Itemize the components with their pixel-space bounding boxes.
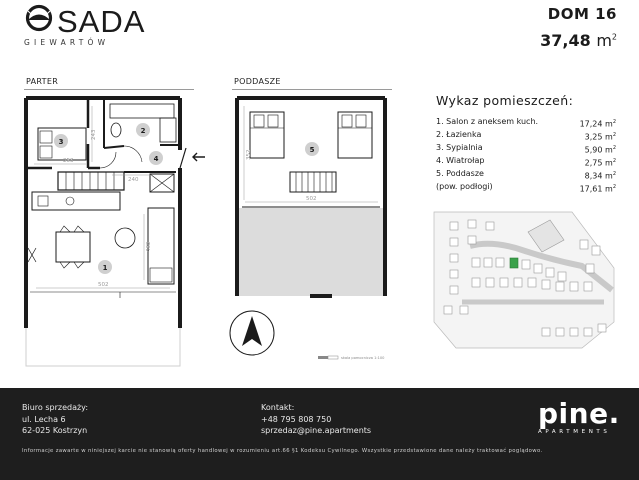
scale-bar	[318, 356, 385, 360]
dim-bedroom-width: 253	[63, 158, 74, 164]
room-number-3: 3	[58, 138, 64, 146]
pine-logo	[538, 397, 620, 435]
dim-hall-width: 240	[128, 177, 139, 183]
site-plan-map	[432, 210, 616, 350]
room-list-title: Wykaz pomieszczeń:	[436, 93, 574, 108]
disclaimer: Informacje zawarte w niniejszej karcie nie stanowią oferty handlowej w rozumieniu art.66 §1 Kodeksu Cywilnego. Wszystkie przedstawione dane należy traktować poglądowo.	[22, 448, 543, 454]
dim-attic-depth: 352	[246, 149, 252, 160]
room-value: 17,24 $m^2$	[579, 119, 616, 129]
pine-wordmark: pine.	[538, 397, 620, 430]
dim-bedroom-depth: 243	[91, 129, 97, 140]
contact-phone[interactable]: +48 795 808 750	[261, 414, 332, 424]
room-row	[436, 117, 616, 130]
sales-title: Biuro sprzedaży:	[22, 403, 89, 412]
sales-street: ul. Lecha 6	[22, 414, 66, 424]
logo-subtitle: GIEWARTÓW	[24, 38, 110, 47]
contact-email[interactable]: sprzedaz@pine.apartments	[261, 426, 372, 435]
room-value: 5,90 $m^2$	[584, 145, 616, 155]
room-label: 2. Łazienka	[436, 130, 482, 140]
sales-city: 62-025 Kostrzyn	[22, 426, 88, 435]
house-label: DOM 16	[547, 5, 617, 23]
room-row	[436, 130, 616, 143]
room-value: 2,75 $m^2$	[584, 158, 616, 168]
dim-attic-width: 502	[306, 196, 317, 202]
room-label: 5. Poddasze	[436, 169, 484, 179]
room-row	[436, 169, 616, 182]
room-row	[436, 156, 616, 169]
house-area-value: 37,48	[540, 31, 591, 50]
pine-subtitle: APARTMENTS	[538, 429, 611, 435]
room-number-5: 5	[309, 146, 315, 154]
room-value: 17,61 $m^2$	[579, 184, 616, 194]
footer	[0, 388, 639, 480]
ground-floor-plan	[26, 98, 205, 366]
room-label: 4. Wiatrołap	[436, 156, 485, 166]
room-list	[436, 93, 616, 195]
highlighted-unit-marker	[510, 258, 518, 268]
room-value: 3,25 $m^2$	[584, 132, 616, 142]
contact-title: Kontakt:	[261, 403, 295, 412]
contact-block	[261, 402, 371, 437]
dim-kitchen-len: 432	[146, 241, 152, 252]
room-number-1: 1	[102, 264, 108, 272]
attic-label: PODDASZE	[234, 77, 281, 86]
sales-office	[22, 402, 88, 437]
room-number-2: 2	[140, 127, 146, 135]
room-row	[436, 182, 616, 195]
room-number-4: 4	[153, 155, 159, 163]
house-area-unit: m	[596, 31, 612, 50]
scale-note: skala pomocnicza 1:100	[341, 356, 385, 360]
ground-floor-label: PARTER	[26, 77, 59, 86]
house-area-sup: 2	[611, 32, 617, 42]
dim-living-width: 502	[98, 282, 109, 288]
room-value: 8,34 $m^2$	[584, 171, 616, 181]
room-label: (pow. podłogi)	[436, 182, 493, 192]
north-compass-icon	[230, 311, 274, 355]
room-label: 3. Sypialnia	[436, 143, 483, 153]
room-label: 1. Salon z aneksem kuch.	[436, 117, 539, 126]
room-row	[436, 143, 616, 156]
logo-wordmark: SADA	[57, 4, 146, 39]
